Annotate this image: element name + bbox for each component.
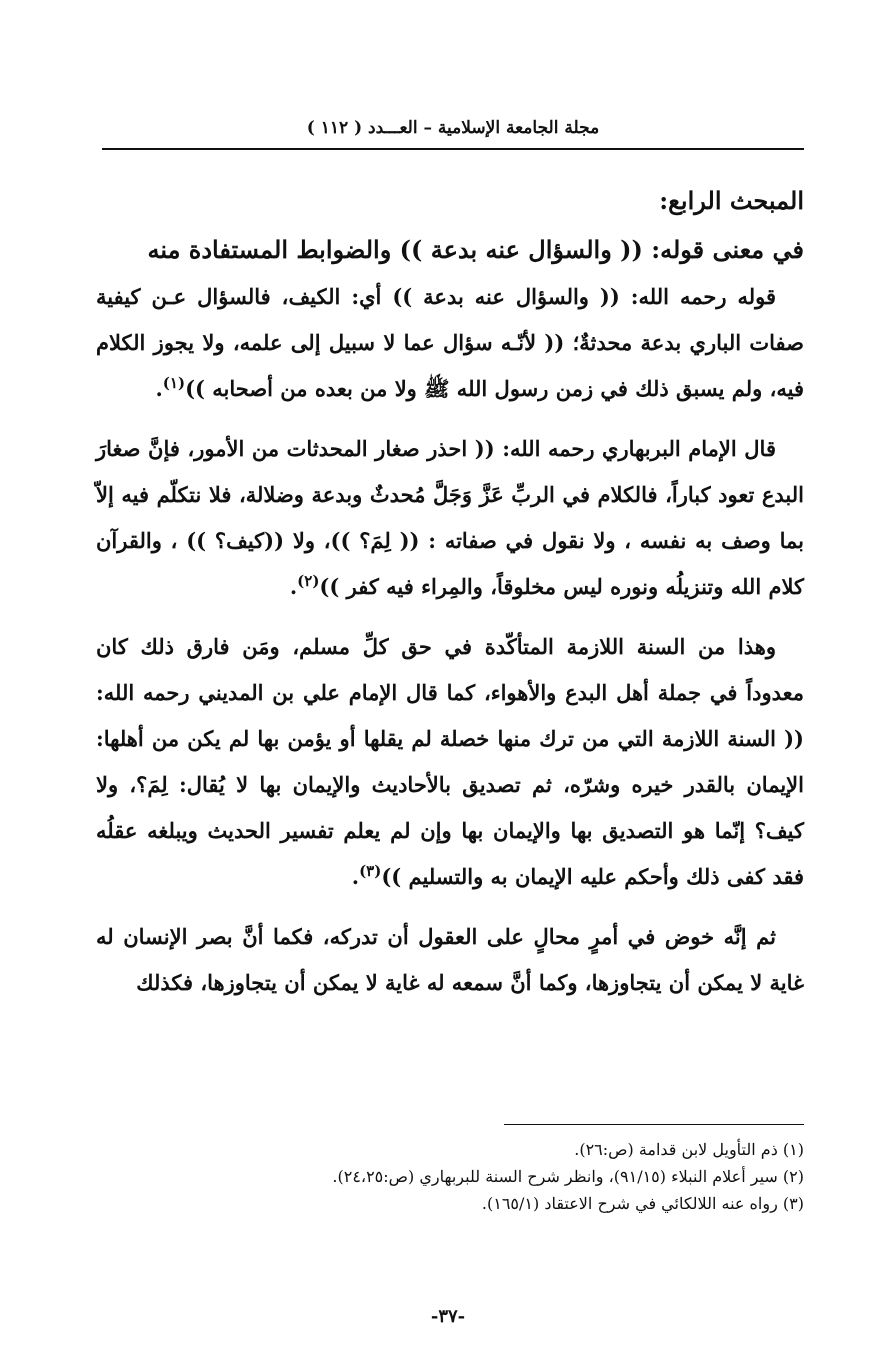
section-subtitle: في معنى قوله: (( والسؤال عنه بدعة )) والضوابط المستفادة منه <box>147 235 804 264</box>
paragraph-1: قوله رحمه الله: (( والسؤال عنه بدعة )) أي: الكيف، فالسؤال عـن كيفية صفات الباري بدعة محدثةٌ؛ (( لأنّـه سؤال عما لا سبيل إلى علمه، ولا يجوز الكلام فيه، ولم يسبق ذلك في زمن رسول الله ﷺ ولا من بعده من أصحابه ))$^{(١)}$. <box>96 284 804 401</box>
footnote-divider <box>504 1124 804 1125</box>
running-header: مجلة الجامعة الإسلامية – العـــدد ( ١١٢ ) <box>102 118 804 150</box>
page-number: -٣٧- <box>430 1306 466 1327</box>
footnote-ref-2: (٢) <box>297 572 320 590</box>
main-text <box>96 176 804 1006</box>
paragraph-text: قال الإمام البربهاري رحمه الله: (( احذر صغار المحدثات من الأمور، فإنَّ صغارَ البدع تعود كباراً، فالكلام في الربِّ عَزَّ وَجَلَّ مُحدثٌ وبدعة وضلالة، فلا نتكلّم فيه إلاّ بما وصف به نفسه ، ولا نقول في صفاته : (( لِمَ؟ ))، ولا ((كيف؟ )) ، والقرآن كلام الله وتنزيلُه ونوره ليس مخلوقاً، والمِراء فيه كفر )) <box>96 436 804 599</box>
paragraph-text: ثم إنَّه خوض في أمرٍ محالٍ على العقول أن تدركه، فكما أنَّ بصر الإنسان له غاية لا يمكن أن يتجاوزها، وكما أنَّ سمعه له غاية لا يمكن أن يتجاوزها، فكذلك <box>96 924 804 995</box>
paragraph-text: وهذا من السنة اللازمة المتأكّدة في حق كلِّ مسلم، ومَن فارق ذلك كان معدوداً في جملة أهل البدع والأهواء، كما قال الإمام علي بن المديني رحمه الله: (( السنة اللازمة التي من ترك منها خصلة لم يقلها أو يؤمن بها لم يكن من أهلها: الإيمان بالقدر خيره وشرّه، ثم تصديق بالأحاديث والإيمان بها لا يُقال: لِمَ؟، ولا كيف؟ إنّما هو التصديق بها والإيمان بها وإن لم يعلم تفسير الحديث ويبلغه عقلُه فقد كفى ذلك وأحكم عليه الإيمان به والتسليم )) <box>96 634 804 889</box>
footnote-ref-1: (١) <box>162 374 186 392</box>
paragraph-text: قوله رحمه الله: (( والسؤال عنه بدعة )) أي: الكيف، فالسؤال عـن كيفية صفات الباري بدعة محدثةٌ؛ (( لأنّـه سؤال عما لا سبيل إلى علمه، ولا يجوز الكلام فيه، ولم يسبق ذلك في زمن رسول الله ﷺ ولا من بعده من أصحابه )) <box>96 284 804 401</box>
paragraph-3: وهذا من السنة اللازمة المتأكّدة في حق كلِّ مسلم، ومَن فارق ذلك كان معدوداً في جملة أهل البدع والأهواء، كما قال الإمام علي بن المديني رحمه الله: (( السنة اللازمة التي من ترك منها خصلة لم يقلها أو يؤمن بها لم يكن من أهلها: الإيمان بالقدر خيره وشرّه، ثم تصديق بالأحاديث والإيمان بها لا يُقال: لِمَ؟، ولا كيف؟ إنّما هو التصديق بها والإيمان بها وإن لم يعلم تفسير الحديث ويبلغه عقلُه فقد كفى ذلك وأحكم عليه الإيمان به والتسليم ))$^{(٣)}$. <box>96 634 804 889</box>
paragraph-4 <box>96 914 804 1006</box>
paragraph-2: قال الإمام البربهاري رحمه الله: (( احذر صغار المحدثات من الأمور، فإنَّ صغارَ البدع تعود كباراً، فالكلام في الربِّ عَزَّ وَجَلَّ مُحدثٌ وبدعة وضلالة، فلا نتكلّم فيه إلاّ بما وصف به نفسه ، ولا نقول في صفاته : (( لِمَ؟ ))، ولا ((كيف؟ )) ، والقرآن كلام الله وتنزيلُه ونوره ليس مخلوقاً، والمِراء فيه كفر ))$^{(٢)}$. <box>96 436 804 599</box>
footnote-2: (٢) سير أعلام النبلاء (٩١/١٥)، وانظر شرح السنة للبربهاري (ص:٢٤،٢٥). <box>332 1167 804 1186</box>
footnote-1: (١) ذم التأويل لابن قدامة (ص:٢٦). <box>574 1140 804 1159</box>
section-title: المبحث الرابع: <box>659 186 804 215</box>
footnotes <box>96 1136 804 1217</box>
footnote-3: (٣) رواه عنه اللالكائي في شرح الاعتقاد (١٦٥/١). <box>481 1194 804 1213</box>
footnote-ref-3: (٣) <box>359 862 382 880</box>
